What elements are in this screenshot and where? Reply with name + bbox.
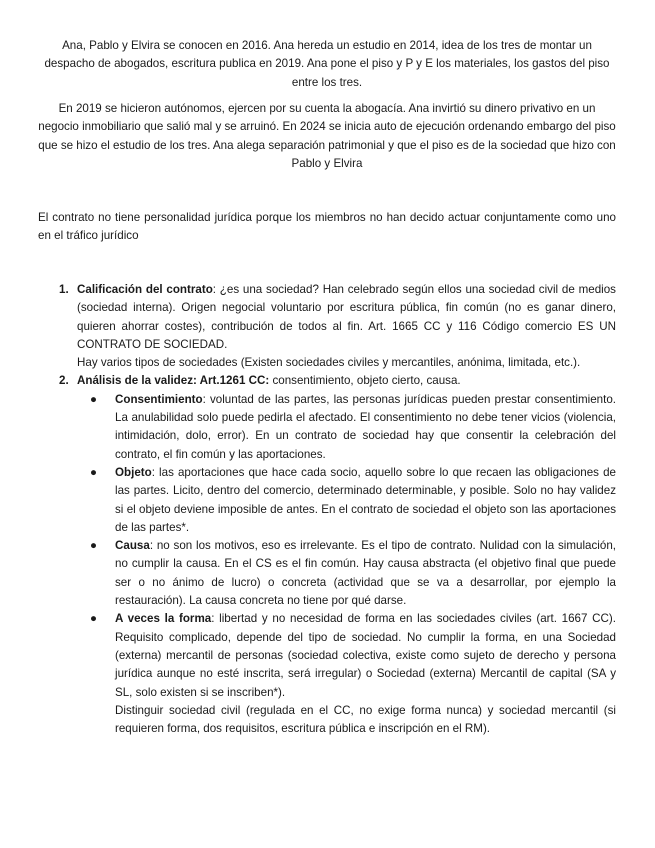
bullet-icon: ● bbox=[90, 465, 98, 479]
bullet-item-objeto bbox=[77, 464, 616, 537]
list-item-heading: Análisis de la validez: Art.1261 CC: bbox=[77, 374, 270, 388]
bullet-icon: ● bbox=[90, 539, 98, 553]
list-item-heading: Calificación del contrato bbox=[77, 283, 213, 296]
bullet-extra: Distinguir sociedad civil (regulada en el CC, no exige forma nunca) y sociedad mercantil (si requieren forma, dos requisitos, escritura pública e inscripción en el RM). bbox=[115, 703, 616, 736]
bullet-term: A veces la forma bbox=[115, 612, 212, 626]
list-item-calificacion bbox=[38, 281, 616, 372]
list-number: 1. bbox=[59, 283, 69, 296]
bullet-item-causa bbox=[77, 537, 616, 610]
list-item-text: consentimiento, objeto cierto, causa. bbox=[269, 374, 461, 388]
bullet-text: : voluntad de las partes, las personas jurídicas pueden prestar consentimiento. La anulabilidad solo puede pedirla el afectado. El consentimiento no debe tener vicios (violencia, intimidación, dolo, error). En un contrato de sociedad hay que consentir la celebración del contrato, el fin común y las aportaciones. bbox=[115, 392, 616, 461]
bullet-term: Objeto bbox=[115, 465, 152, 479]
bullet-icon: ● bbox=[90, 392, 98, 406]
list-item-validez bbox=[38, 372, 616, 738]
list-item-extra: Hay varios tipos de sociedades (Existen sociedades civiles y mercantiles, anónima, limitada, etc.). bbox=[77, 356, 581, 370]
bullet-text: : libertad y no necesidad de forma en las sociedades civiles (art. 1667 CC). Requisito complicado, depende del tipo de sociedad. No cumplir la forma, en una Sociedad (externa) mercantil de personas (sociedad colectiva, existe como sujeto de derecho y persona jurídica aunque no esté inscrita, será irregular) o Sociedad (externa) Mercantil de capital (SA y SL, solo existen si se inscriben*). bbox=[115, 612, 616, 699]
bullet-icon: ● bbox=[90, 612, 98, 626]
list-item-body bbox=[77, 372, 616, 390]
list-item-body bbox=[77, 281, 616, 354]
numbered-list bbox=[38, 281, 616, 738]
bullet-list bbox=[77, 391, 616, 739]
bullet-term: Consentimiento bbox=[115, 392, 203, 406]
bullet-item-forma bbox=[77, 610, 616, 738]
list-item-text: : ¿es una sociedad? Han celebrado según ellos una sociedad civil de medios (sociedad interna). Origen negocial voluntario por escritura pública, fin común (no es ganar dinero, quieren ahorrar costes), contribución de todos al fin. Art. 1665 CC y 116 Código comercio ES UN CONTRATO DE SOCIEDAD. bbox=[77, 283, 616, 351]
intro-paragraph-2: En 2019 se hicieron autónomos, ejercen por su cuenta la abogacía. Ana invirtió su dinero privativo en un negocio inmobiliario que salió mal y se arruinó. En 2024 se inicia auto de ejecución ordenando embargo del piso que se hizo el estudio de los tres. Ana alega separación patrimonial y que el piso es de la sociedad que hizo con Pablo y Elvira bbox=[38, 102, 616, 170]
intro-paragraph-3: El contrato no tiene personalidad jurídica porque los miembros no han decido actuar conjuntamente como uno en el tráfico jurídico bbox=[38, 211, 616, 243]
list-number: 2. bbox=[59, 374, 69, 388]
bullet-term: Causa bbox=[115, 539, 150, 553]
bullet-text: : no son los motivos, eso es irrelevante. Es el tipo de contrato. Nulidad con la simulación, no cumplir la causa. En el CS es el fin común. Hay causa abstracta (el objetivo final que puede ser o no ánimo de lucro) o concreta (actividad que se va a desarrollar, por ejemplo la restauración). La causa concreta no tiene por qué darse. bbox=[115, 539, 616, 608]
intro-paragraph-1: Ana, Pablo y Elvira se conocen en 2016. Ana hereda un estudio en 2014, idea de los tres de montar un despacho de abogados, escritura publica en 2019. Ana pone el piso y P y E los materiales, los gastos del piso entre los tres. bbox=[44, 39, 610, 89]
bullet-item-consentimiento bbox=[77, 391, 616, 464]
bullet-text: : las aportaciones que hace cada socio, aquello sobre lo que recaen las obligaciones de las partes. Licito, dentro del comercio, determinado determinable, y posible. Solo no hay validez si el objeto deviene imposible de antes. En el contrato de sociedad el objeto son las aportaciones de las partes*. bbox=[115, 465, 616, 534]
